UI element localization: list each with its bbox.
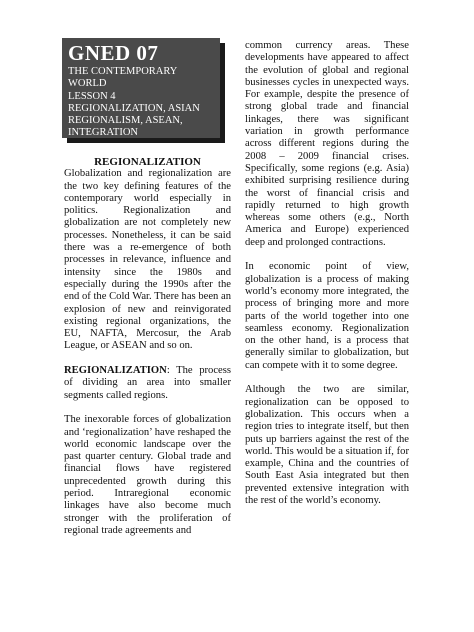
definition-text: : The process of dividing an area into smaller segments called regions. <box>64 365 231 401</box>
course-code-title: GNED 07 <box>68 41 159 65</box>
intro-paragraph: Globalization and regionalization are the two key defining features of the contemporary world especially in politics. Regionalization and globalization are not completely new processes. Nonetheless, it can be said there was a re-emergence of both processes in relevance, influence and intensity since the 1980s and especially during the 1990s after the end of the Cold War. There has been an explosion of new and reinvigorated existing regional organizations, the EU, NAFTA, Mercosur, the Arab League, or ASEAN and so on. <box>64 168 231 352</box>
header-line-topics: REGIONALIZATION, ASIAN REGIONALISM, ASEAN, INTEGRATION <box>68 102 200 139</box>
course-header-box <box>62 38 220 138</box>
business-cycles-paragraph: common currency areas. These developments have appeared to affect the evolution of global and regional businesses cycles in unexpected ways. For example, despite the presence of strong global trade and financial linkages, there was significant variation in growth performance across different regions during the 2008 – 2009 financial crises. Specifically, some regions (e.g. Asia) exhibited surprising resilience during the worst of financial crisis and rapidly returned to high growth whereas some others (e.g., North America and Europe) experienced deep and prolonged contractions. <box>245 40 409 248</box>
header-line-course: THE CONTEMPORARY WORLD <box>68 66 177 90</box>
definition-term: REGIONALIZATION <box>64 365 167 377</box>
opposition-paragraph: Although the two are similar, regionalization can be opposed to globalization. This occurs when a region tries to integrate itself, but then puts up barriers against the rest of the world. This would be a situation if, for example, China and the countries of South East Asia integrated but then prevented extensive integration with the rest of the world’s economy. <box>245 384 409 506</box>
left-column <box>64 156 231 550</box>
economic-view-paragraph: In economic point of view, globalization is a process of making world’s economy more integrated, the process of bringing more and more parts of the world together into one seamless economy. Regionalization on the other hand, is a process that generally similar to globalization, but can compete with it to some degree. <box>245 261 409 371</box>
header-line-lesson: LESSON 4 <box>68 90 116 102</box>
right-column <box>245 40 409 520</box>
definition-paragraph <box>64 365 231 402</box>
section-heading: REGIONALIZATION <box>94 156 201 168</box>
globalization-forces-paragraph: The inexorable forces of globalization and ‘regionalization’ have reshaped the world economic landscape over the past quarter century. Global trade and financial flows have registered unprecedented growth during this period. Intraregional economic linkages have also become much stronger with the proliferation of regional trade agreements and <box>64 414 231 536</box>
